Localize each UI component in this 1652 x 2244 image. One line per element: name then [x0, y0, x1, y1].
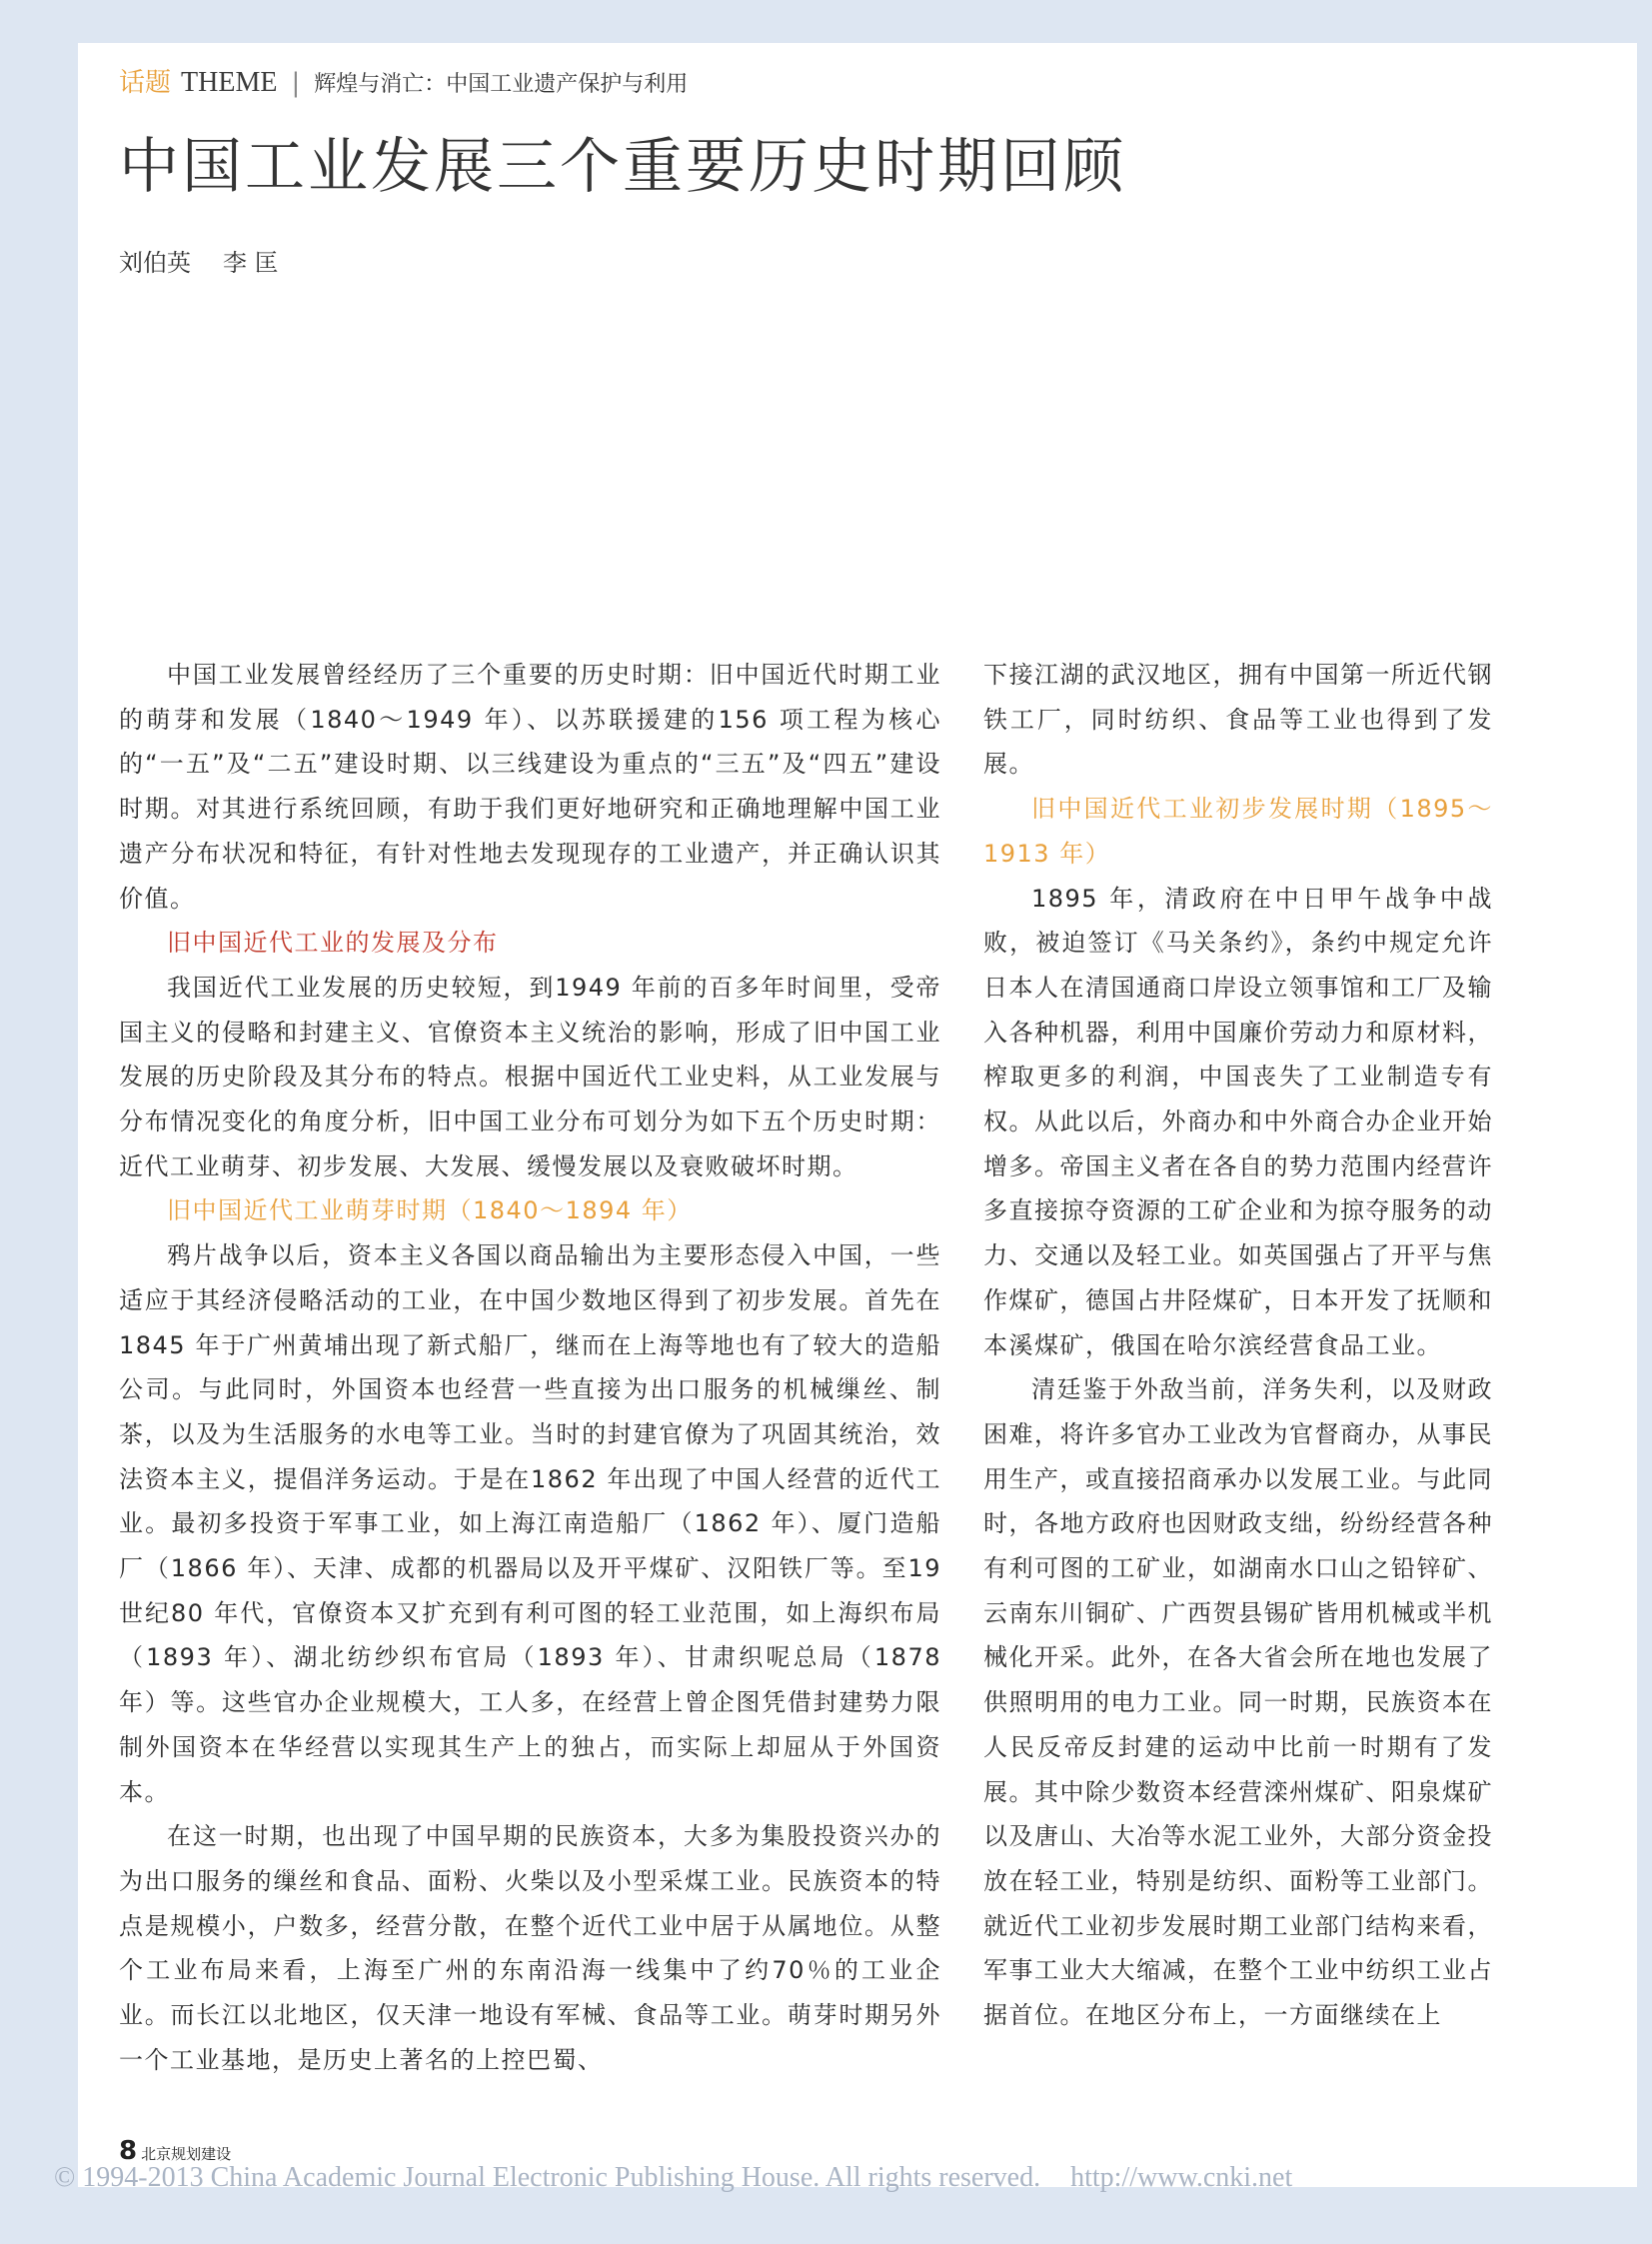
page-number: 8 [119, 2136, 138, 2166]
header-separator: | [291, 68, 301, 98]
topic-tag: 话题 [119, 68, 172, 98]
site-url: http://www.cnki.net [1070, 2162, 1293, 2193]
article-title: 中国工业发展三个重要历史时期回顾 [119, 132, 1126, 202]
paragraph: 中国工业发展曾经经历了三个重要的历史时期：旧中国近代时期工业的萌芽和发展（1840～1949 年）、以苏联援建的156 项工程为核心的“一五”及“二五”建设时期、以三线建设为重点的“三五”及“四五”建设时期。对其进行系统回顾，有助于我们更好地研究和正确地理解中国工业遗产分布状况和特征，有针对性地去发现现存的工业遗产，并正确认识其价值。 [119, 661, 941, 913]
left-column [119, 653, 941, 2083]
section-heading: 旧中国近代工业萌芽时期（1840～1894 年） [167, 1196, 693, 1225]
section-heading: 旧中国近代工业初步发展时期（1895～1913 年） [983, 795, 1493, 868]
paragraph: 在这一时期，也出现了中国早期的民族资本，大多为集股投资兴办的为出口服务的缫丝和食品、面粉、火柴以及小型采煤工业。民族资本的特点是规模小，户数多，经营分散，在整个近代工业中居于从属地位。从整个工业布局来看，上海至广州的东南沿海一线集中了约70％的工业企业。而长江以北地区，仅天津一地设有军械、食品等工业。萌芽时期另外一个工业基地，是历史上著名的上控巴蜀、 [119, 1822, 941, 2074]
paragraph: 清廷鉴于外敌当前，洋务失利，以及财政困难，将许多官办工业改为官督商办，从事民用生产，或直接招商承办以发展工业。与此同时，各地方政府也因财政支绌，纷纷经营各种有利可图的工矿业，如湖南水口山之铅锌矿、云南东川铜矿、广西贺县锡矿皆用机械或半机械化开采。此外，在各大省会所在地也发展了供照明用的电力工业。同一时期，民族资本在人民反帝反封建的运动中比前一时期有了发展。其中除少数资本经营滦州煤矿、阳泉煤矿以及唐山、大冶等水泥工业外，大部分资金投放在轻工业，特别是纺织、面粉等工业部门。就近代工业初步发展时期工业部门结构来看，军事工业大大缩减，在整个工业中纺织工业占据首位。在地区分布上，一方面继续在上 [983, 1375, 1493, 2030]
paragraph: 鸦片战争以后，资本主义各国以商品输出为主要形态侵入中国，一些适应于其经济侵略活动的工业，在中国少数地区得到了初步发展。首先在1845 年于广州黄埔出现了新式船厂，继而在上海等地也有了较大的造船公司。与此同时，外国资本也经营一些直接为出口服务的机械缫丝、制茶，以及为生活服务的水电等工业。当时的封建官僚为了巩固其统治，效法资本主义，提倡洋务运动。于是在1862 年出现了中国人经营的近代工业。最初多投资于军事工业，如上海江南造船厂（1862 年）、厦门造船厂（1866 年）、天津、成都的机器局以及开平煤矿、汉阳铁厂等。至19 世纪80 年代，官僚资本又扩充到有利可图的轻工业范围，如上海织布局（1893 年）、湖北纺纱织布官局（1893 年）、甘肃织呢总局（1878 年）等。这些官办企业规模大，工人多，在经营上曾企图凭借封建势力限制外国资本在华经营以实现其生产上的独占，而实际上却屈从于外国资本。 [119, 1241, 941, 1806]
topic-header [119, 66, 688, 102]
journal-name: 北京规划建设 [141, 2145, 232, 2163]
author-name: 李 匡 [223, 249, 279, 277]
right-column [983, 653, 1493, 2038]
theme-label: THEME [181, 67, 278, 98]
section-heading: 旧中国近代工业的发展及分布 [167, 929, 499, 958]
paragraph: 下接江湖的武汉地区，拥有中国第一所近代钢铁工厂，同时纺织、食品等工业也得到了发展。 [983, 661, 1493, 779]
topic-subtitle: 辉煌与消亡：中国工业遗产保护与利用 [314, 72, 689, 97]
paragraph: 1895 年，清政府在中日甲午战争中战败，被迫签订《马关条约》，条约中规定允许日本人在清国通商口岸设立领事馆和工厂及输入各种机器，利用中国廉价劳动力和原材料，榨取更多的利润，中国丧失了工业制造专有权。从此以后，外商办和中外商合办企业开始增多。帝国主义者在各自的势力范围内经营许多直接掠夺资源的工矿企业和为掠夺服务的动力、交通以及轻工业。如英国强占了开平与焦作煤矿，德国占井陉煤矿，日本开发了抚顺和本溪煤矿，俄国在哈尔滨经营食品工业。 [983, 884, 1493, 1359]
copyright-notice [54, 2162, 1292, 2194]
author-name: 刘伯英 [119, 249, 191, 277]
copyright-text: © 1994-2013 China Academic Journal Electronic Publishing House. All rights reserved. [54, 2162, 1041, 2193]
author-list [119, 247, 279, 279]
paragraph: 我国近代工业发展的历史较短，到1949 年前的百多年时间里，受帝国主义的侵略和封建主义、官僚资本主义统治的影响，形成了旧中国工业发展的历史阶段及其分布的特点。根据中国近代工业史料，从工业发展与分布情况变化的角度分析，旧中国工业分布可划分为如下五个历史时期：近代工业萌芽、初步发展、大发展、缓慢发展以及衰败破坏时期。 [119, 973, 941, 1180]
